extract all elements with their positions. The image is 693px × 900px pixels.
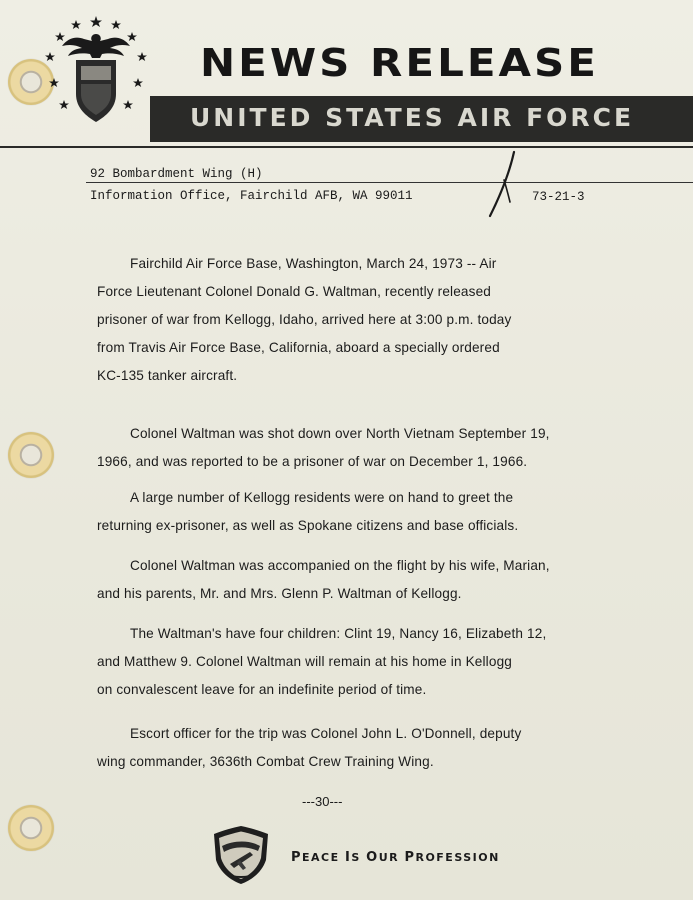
paragraph-4	[97, 552, 657, 608]
banner-underline	[0, 146, 693, 148]
paragraph-1	[97, 250, 657, 390]
footer-motto: PEACE IS OUR PROFESSION	[291, 850, 500, 865]
text-line: and Matthew 9. Colonel Waltman will remain at his home in Kellogg	[97, 654, 512, 669]
banner-text: UNITED STATES AIR FORCE	[190, 103, 635, 132]
text-line: 1966, and was reported to be a prisoner of war on December 1, 1966.	[97, 454, 528, 469]
binder-hole-reinforcement	[8, 432, 54, 478]
handwritten-check-mark	[480, 150, 520, 220]
binder-hole-reinforcement	[8, 805, 54, 851]
text-line: The Waltman's have four children: Clint 19, Nancy 16, Elizabeth 12,	[130, 626, 547, 641]
text-line: Fairchild Air Force Base, Washington, March 24, 1973 -- Air	[130, 256, 497, 271]
paragraph-3	[97, 484, 657, 540]
release-number: 73-21-3	[532, 190, 585, 204]
strategic-air-command-shield-icon	[210, 824, 272, 886]
text-line: Colonel Waltman was accompanied on the flight by his wife, Marian,	[130, 558, 550, 573]
text-line: Escort officer for the trip was Colonel John L. O'Donnell, deputy	[130, 726, 522, 741]
text-line: returning ex-prisoner, as well as Spokane citizens and base officials.	[97, 518, 519, 533]
text-line: prisoner of war from Kellogg, Idaho, arrived here at 3:00 p.m. today	[97, 312, 512, 327]
sender-unit: 92 Bombardment Wing (H)	[90, 167, 263, 181]
text-line: and his parents, Mr. and Mrs. Glenn P. Waltman of Kellogg.	[97, 586, 462, 601]
text-line: from Travis Air Force Base, California, aboard a specially ordered	[97, 340, 500, 355]
text-line: wing commander, 3636th Combat Crew Training Wing.	[97, 754, 434, 769]
text-line: KC-135 tanker aircraft.	[97, 368, 238, 383]
text-line: on convalescent leave for an indefinite period of time.	[97, 682, 427, 697]
air-force-eagle-shield-icon	[32, 12, 160, 140]
form-rule	[86, 182, 693, 183]
text-line: Force Lieutenant Colonel Donald G. Waltman, recently released	[97, 284, 492, 299]
sender-office: Information Office, Fairchild AFB, WA 99011	[90, 189, 413, 203]
paragraph-2	[97, 420, 657, 476]
text-line: Colonel Waltman was shot down over North Vietnam September 19,	[130, 426, 550, 441]
text-line: A large number of Kellogg residents were on hand to greet the	[130, 490, 514, 505]
news-release-title: NEWS RELEASE	[200, 40, 599, 86]
paragraph-6	[97, 720, 657, 776]
paragraph-5	[97, 620, 657, 704]
end-mark: ---30---	[302, 794, 343, 809]
